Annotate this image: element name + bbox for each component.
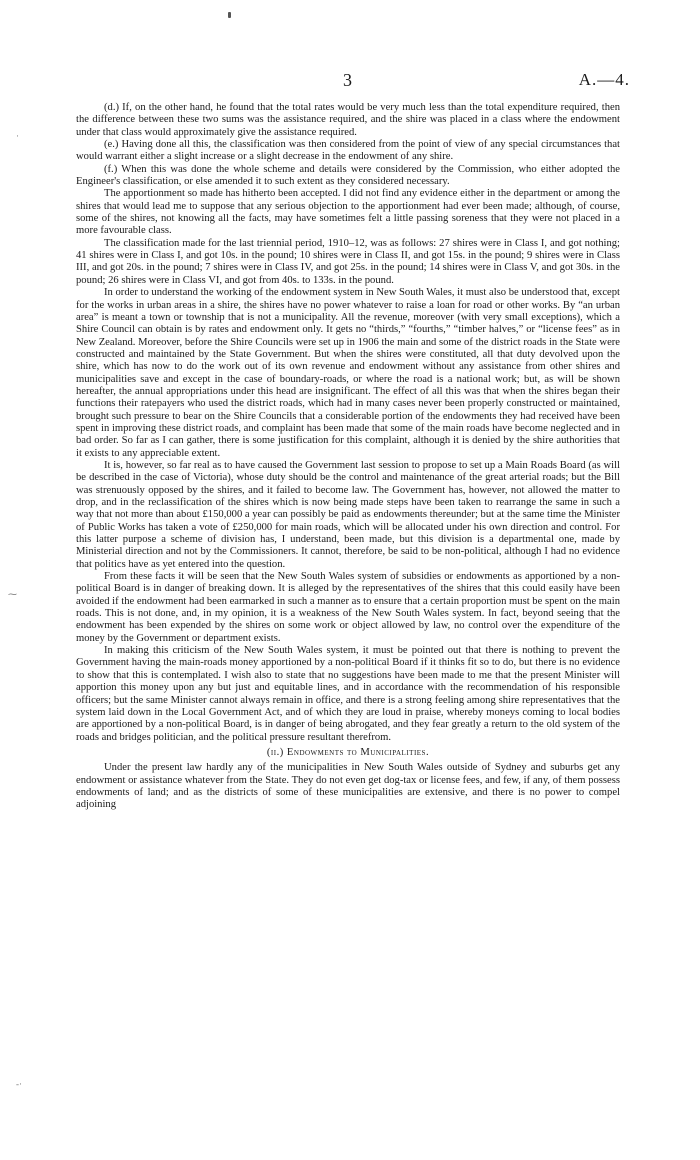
margin-mark: ⁓: [8, 589, 17, 599]
paragraph-municipalities: Under the present law hardly any of the municipalities in New South Wales outside of Sydney and suburbs get any endowment or assistance whatever from the State. They do not even get dog-tax or license fees, and few, if any, of them possess endowments of land; and as the districts of some of these municipalities are extensive, and there is no power to compel adjoining: [76, 762, 620, 811]
paragraph-apportionment: The apportionment so made has hitherto been accepted. I did not find any evidence either in the department or among the shires that would lead me to suppose that any serious objection to the apportionment had ever been made; although, of course, some of the shires, not knowing all the facts, may have sometimes felt a little passing soreness that they were not placed in a more favourable class.: [76, 188, 620, 237]
paragraph-f: (f.) When this was done the whole scheme and details were considered by the Commission, who either adopted the Engineer's classification, or else amended it to such extent as they considered necessary.: [76, 163, 620, 188]
paragraph-d: (d.) If, on the other hand, he found that the total rates would be very much less than the total expenditure required, then the difference between these two sums was the assistance required, and the shire was placed in a class where the endowment under that class would approximately give the assistance required.: [76, 102, 620, 138]
paragraph-classification: The classification made for the last triennial period, 1910–12, was as follows: 27 shires were in Class I, and got nothing; 41 shires were in Class I, and got 10s. in the pound; 10 shires were in Class II, and got 15s. in the pound; 9 shires were in Class III, and got 20s. in the pound; 7 shires were in Class IV, and got 25s. in the pound; 14 shires were in Class V, and got 30s. in the pound; 26 shires were in Class VI, and got from 40s. to 133s. in the pound.: [76, 237, 620, 286]
margin-mark: -·: [16, 1079, 22, 1089]
page-number: 3: [343, 70, 353, 90]
paragraph-endowment-system: In order to understand the working of the endowment system in New South Wales, it must also be understood that, except for the works in urban areas in a shire, the shires have no power whatever to raise a loan for road or other works. By “an urban area” is meant a town or township that is not a municipality. All the revenue, moreover (with very small exceptions), which a Shire Council can obtain is by rates and endowment only. It gets no “thirds,” “fourths,” “timber halves,” or “license fees” as in New Zealand. Moreover, before the Shire Councils were set up in 1906 the main and some of the district roads in the State were constructed and maintained by the State Government. But when the shires were constituted, all that duty devolved upon the shire, which has now to do the work out of its own revenue and endowment without any assistance from other shires and municipalities save and except in the case of boundary-roads, or where the road is a national work; but, as will be shown hereafter, the annual appropriations under this head are insignificant. The effect of all this was that when the shires began their functions their ratepayers who used the district roads, which had in many cases never been properly constructed or maintained, brought such pressure to bear on the Shire Councils that a considerable portion of the endowments they had received have been spent in improving these district roads, and complaint has been made that some of the main roads have become neglected and in bad order. So far as I can gather, there is some justification for this complaint, although it is denied by the shire authorities that it exists to any appreciable extent.: [76, 287, 620, 459]
scan-speck: [228, 12, 231, 18]
body-text: [76, 102, 620, 812]
margin-mark: ·: [16, 131, 19, 141]
paragraph-main-roads-board: It is, however, so far real as to have caused the Government last session to propose to set up a Main Roads Board (as will be described in the case of Victoria), whose duty should be the control and maintenance of the great arterial roads; but the Bill was strenuously opposed by the shires, and it failed to become law. The Government has, however, not allowed the matter to drop, and in the reclassification of the shires which is now being made steps have been taken to rearrange the same in such a way that not more than about £150,000 a year can possibly be paid as endowments thereunder; but at the same time the Minister of Public Works has taken a vote of £250,000 for main roads, which will be allocated under his own direction and control. For this latter purpose a scheme of division has, I understand, been made, but this division is a departmental one, made by Ministerial direction and not by the Commissioners. It cannot, therefore, be said to be non-political, although I had no evidence that politics have as yet entered into the question.: [76, 459, 620, 570]
paragraph-e: (e.) Having done all this, the classification was then considered from the point of view of any special circumstances that would warrant either a slight increase or a slight decrease in the endowment of any shire.: [76, 139, 620, 163]
section-heading: (ii.) Endowments to Municipalities.: [266, 746, 430, 758]
document-reference: A.—4.: [578, 70, 630, 89]
paragraph-criticism: In making this criticism of the New South Wales system, it must be pointed out that there is nothing to prevent the Government having the main-roads money apportioned by a non-political Board if it thinks fit so to do, but there is no evidence to show that this is contemplated. I wish also to state that no suggestions have been made to me that the present Minister will apportion this money upon any but just and equitable lines, and in accordance with the recommendation of his responsible officers; but the same Minister cannot always remain in office, and there is a strong feeling among shire representatives that the system laid down in the Local Government Act, and of which they are loud in praise, whereby moneys coming to local bodies are apportioned by a non-political Board, is in danger of being abrogated, and they fear greatly a return to the old system of the roads and bridges politician, and the political pressure resultant therefrom.: [76, 645, 620, 743]
paragraph-breaking-down: From these facts it will be seen that the New South Wales system of subsidies or endowments as apportioned by a non-political Board is in danger of breaking down. It is alleged by the representatives of the shires that this could easily have been avoided if the endowment had been earmarked in such a manner as to ensure that a certain proportion must be spent on the main roads. This is not done, and, in my opinion, it is a weakness of the New South Wales system. In fact, beyond seeing that the endowment has been expended by the shires on some work or object allowed by law, no control over the expenditure of the money by the Government or department exists.: [76, 571, 620, 644]
